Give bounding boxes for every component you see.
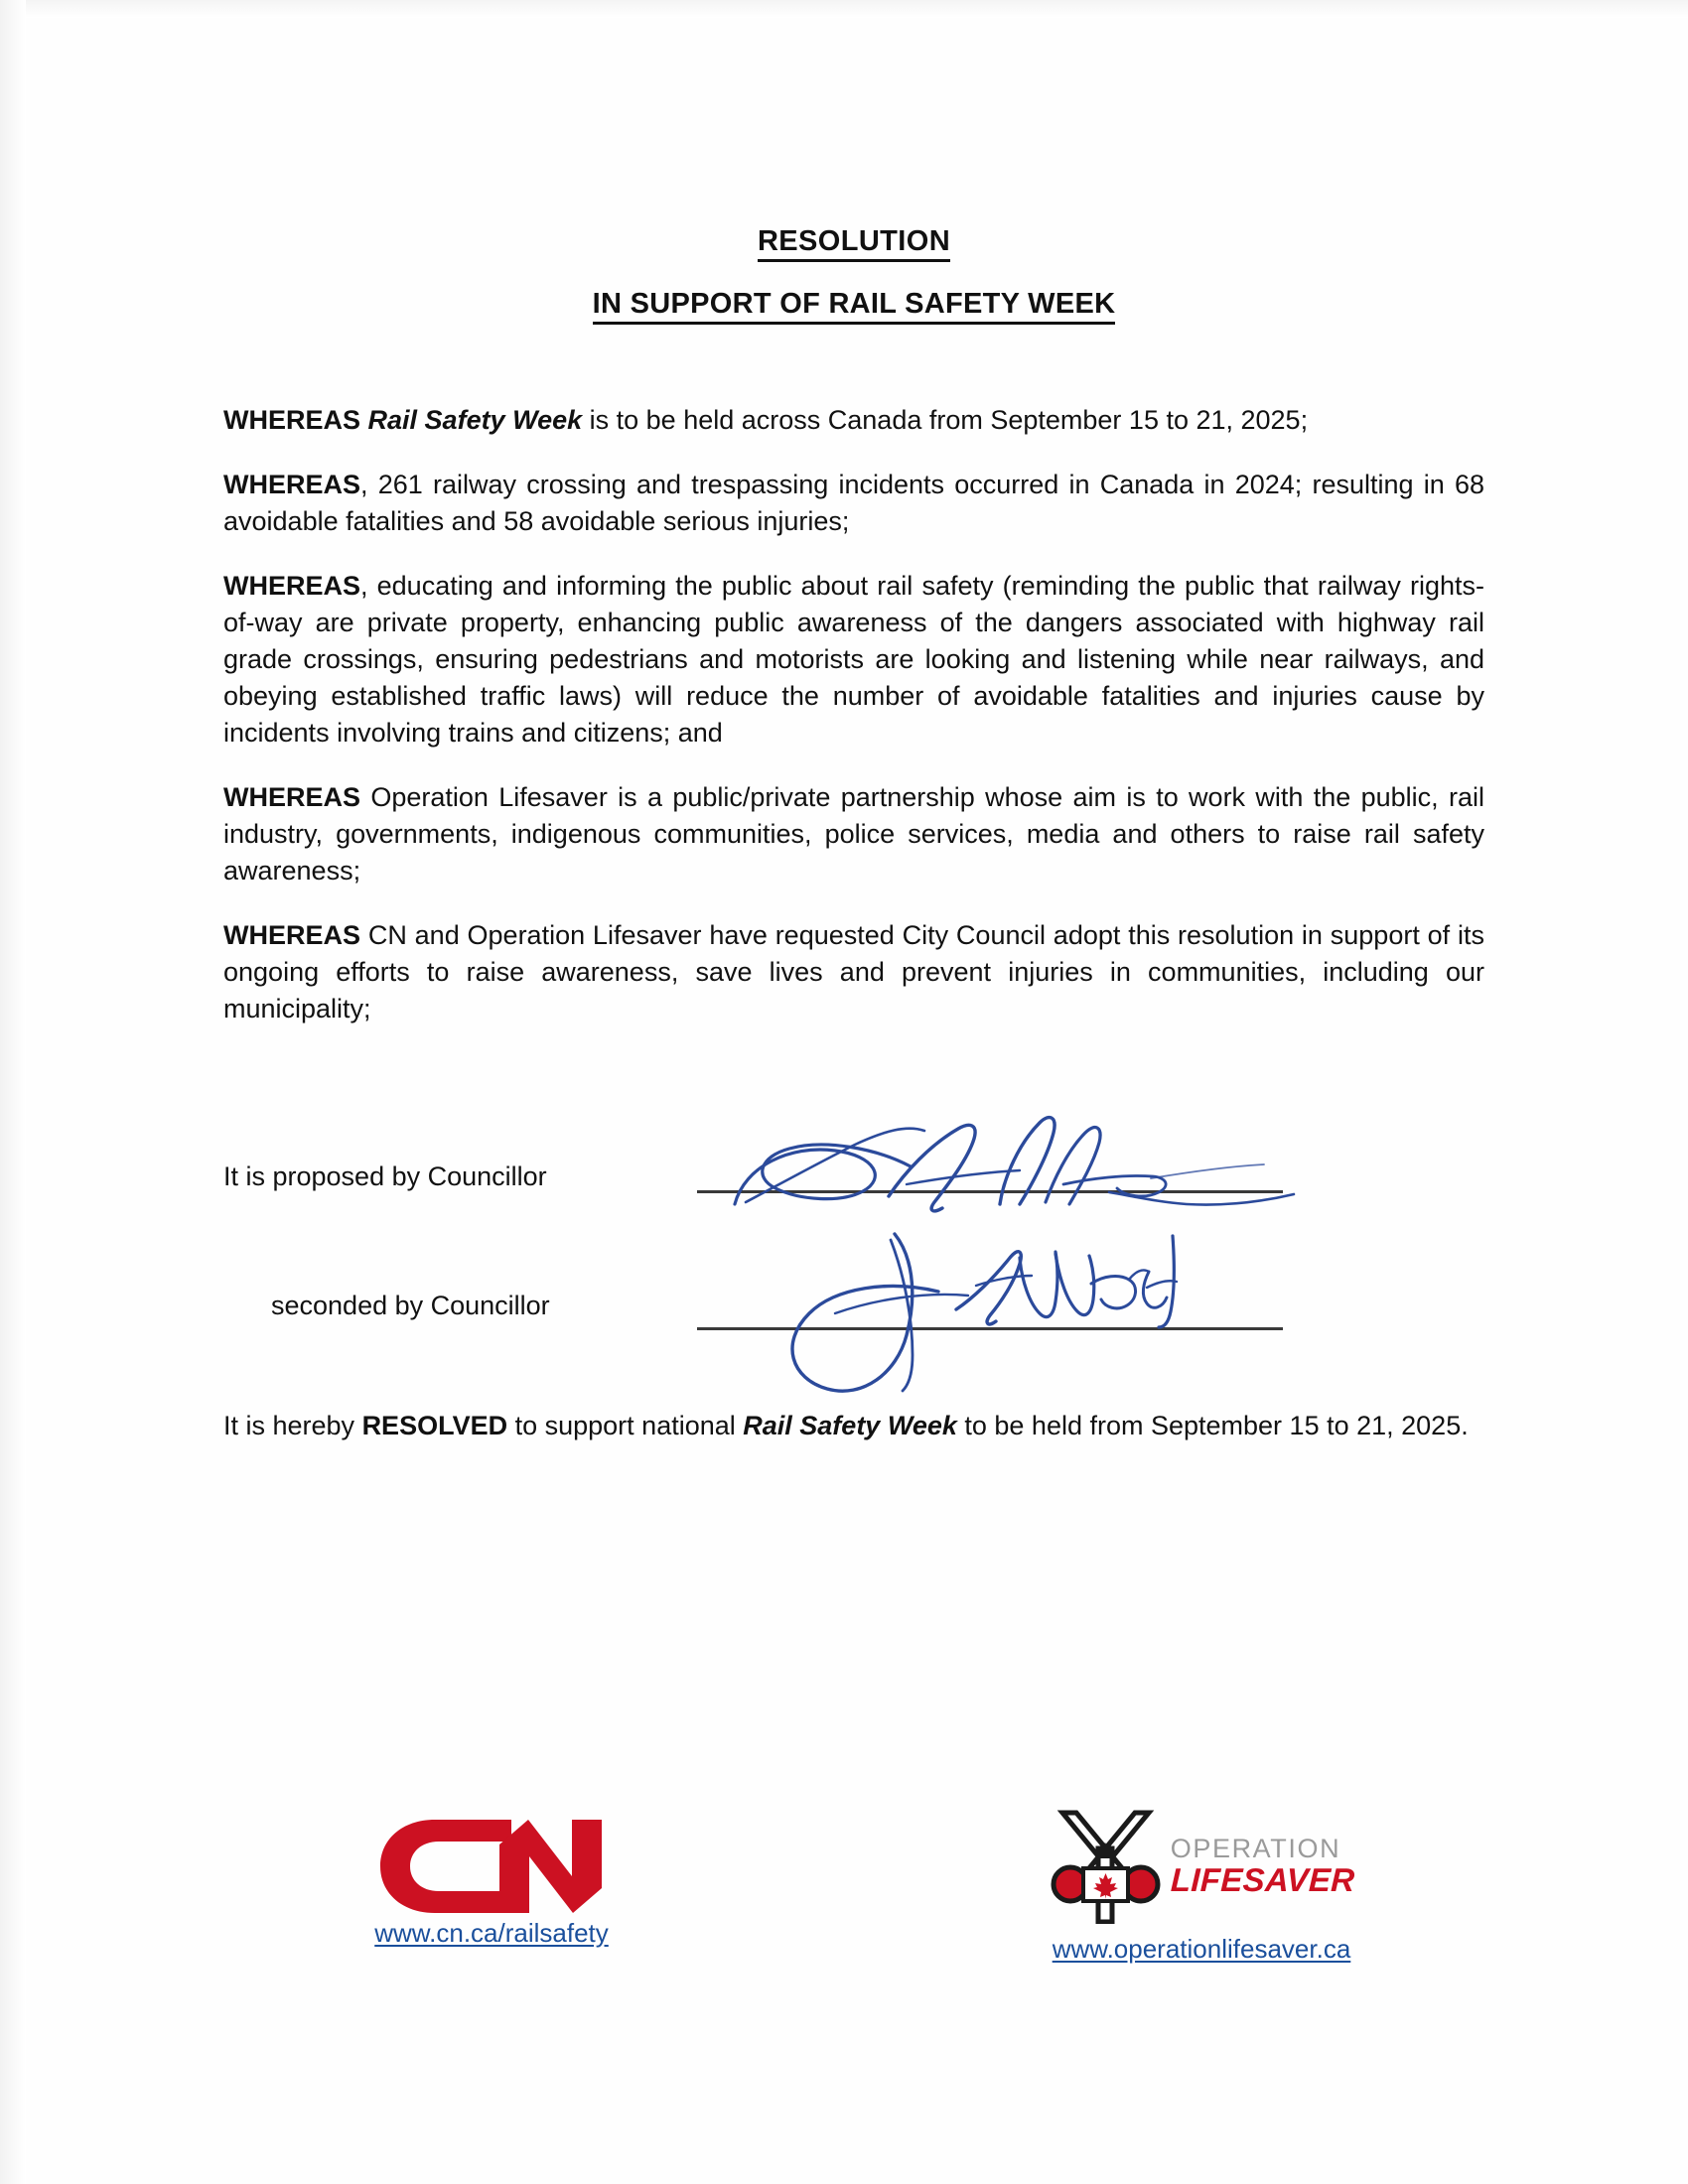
signature-line-seconded xyxy=(697,1327,1283,1330)
clause-lead-3: WHEREAS xyxy=(223,570,361,601)
signature-ink-seconded xyxy=(640,1214,1336,1398)
resolved-block xyxy=(223,1408,1484,1444)
whereas-clause-5 xyxy=(223,917,1484,1027)
subtitle-block xyxy=(223,289,1484,325)
title-block xyxy=(223,0,1484,262)
operation-lifesaver-website-link[interactable]: www.operationlifesaver.ca xyxy=(1052,1934,1351,1964)
resolved-middle: to support national xyxy=(507,1410,744,1440)
page-subtitle: IN SUPPORT OF RAIL SAFETY WEEK xyxy=(593,289,1116,325)
signature-row-seconded xyxy=(223,1228,1484,1347)
seconded-by-label: seconded by Councillor xyxy=(271,1290,550,1320)
clauses-block xyxy=(223,402,1484,1027)
page-title: RESOLUTION xyxy=(758,226,950,262)
resolved-paragraph xyxy=(223,1408,1484,1444)
clause-lead-1: WHEREAS xyxy=(223,404,361,435)
clause-text-5: CN and Operation Lifesaver have requested City Council adopt this resolution in support of its ongoing efforts to raise awareness, save lives and prevent injuries in communities, including our municipality; xyxy=(223,919,1484,1024)
footer-logos xyxy=(0,1807,1688,2045)
cn-website-link[interactable]: www.cn.ca/railsafety xyxy=(374,1918,609,1948)
proposed-by-label: It is proposed by Councillor xyxy=(223,1160,547,1191)
railway-crossing-icon xyxy=(1049,1807,1163,1924)
clause-text-4: Operation Lifesaver is a public/private partnership whose aim is to work with the public, rail industry, governments, indigenous communities, police services, media and others to raise rail safety awareness; xyxy=(223,781,1484,886)
clause-text-3: , educating and informing the public about rail safety (reminding the public that railway rights-of-way are private property, enhancing public awareness of the dangers associated with highway rail grade crossings, ensuring pedestrians and motorists are looking and listening while near railways, and obeying established traffic laws) will reduce the number of avoidable fatalities and injuries cause by incidents involving trains and citizens; and xyxy=(223,570,1484,748)
whereas-clause-1 xyxy=(223,402,1484,439)
resolved-emphasis: Rail Safety Week xyxy=(743,1410,957,1440)
signature-line-proposed xyxy=(697,1190,1283,1193)
resolved-after: to be held from September 15 to 21, 2025. xyxy=(956,1410,1469,1440)
signature-area xyxy=(223,1099,1484,1402)
document-content xyxy=(223,0,1484,1444)
clause-text-2: , 261 railway crossing and trespassing incidents occurred in Canada in 2024; resulting in 68 avoidable fatalities and 58 avoidable serious injuries; xyxy=(223,469,1484,536)
whereas-clause-4 xyxy=(223,779,1484,889)
clause-lead-4: WHEREAS xyxy=(223,781,361,812)
ol-wordmark-line2: LIFESAVER xyxy=(1170,1860,1355,1898)
signature-row-proposed xyxy=(223,1099,1484,1218)
clause-lead-5: WHEREAS xyxy=(223,919,361,950)
ol-wordmark xyxy=(1170,1833,1355,1898)
clause-lead-2: WHEREAS xyxy=(223,469,361,499)
ol-wordmark-line1: OPERATION xyxy=(1170,1833,1341,1863)
cn-logo-icon xyxy=(377,1817,606,1916)
ol-mark-row xyxy=(983,1807,1420,1924)
whereas-clause-3 xyxy=(223,568,1484,751)
whereas-clause-2 xyxy=(223,467,1484,540)
cn-logo-block xyxy=(303,1817,680,1949)
operation-lifesaver-logo-block xyxy=(983,1807,1420,1965)
resolved-before: It is hereby xyxy=(223,1410,362,1440)
clause-emphasis-1: Rail Safety Week xyxy=(367,404,583,435)
clause-text-1: is to be held across Canada from September 15 to 21, 2025; xyxy=(582,404,1309,435)
resolved-keyword: RESOLVED xyxy=(361,1410,508,1440)
